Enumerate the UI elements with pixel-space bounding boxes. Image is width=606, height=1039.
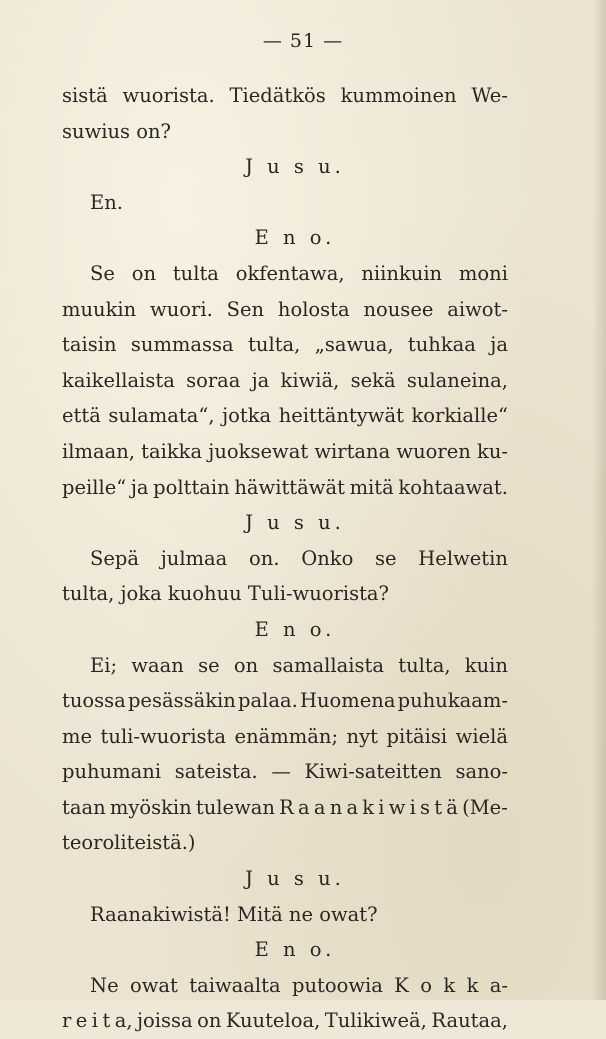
word: sistä: [62, 84, 108, 107]
line-text: Raanakiwistä! Mitä ne owat?: [90, 902, 378, 926]
word: tulta: [172, 261, 219, 285]
word: wielä: [455, 724, 508, 748]
word: on.: [249, 546, 280, 570]
word: Kiwi-sateitten: [304, 760, 442, 784]
word: julmaa: [160, 546, 228, 570]
word: waan: [131, 653, 184, 677]
text-line: [62, 114, 508, 150]
word: holosta: [277, 297, 350, 321]
word: ja: [130, 475, 149, 499]
speaker-name: [62, 932, 508, 968]
text-line: [62, 683, 508, 719]
word: peille“: [62, 475, 127, 499]
word: k: [362, 795, 375, 819]
speaker-label: E n o.: [254, 226, 336, 250]
word: muukin: [62, 297, 137, 321]
word: heittäntywät: [278, 404, 404, 428]
word: okfentawa,: [235, 261, 345, 285]
line-text: suwius on?: [62, 119, 172, 143]
speaker-name: [62, 149, 508, 185]
word: samallaista: [272, 653, 384, 677]
speaker-label: E n o.: [254, 938, 336, 962]
word: kiwiä,: [280, 368, 340, 392]
word: o: [420, 973, 432, 997]
word: wuoren: [396, 439, 471, 463]
word: taan: [62, 795, 106, 819]
word: (Me-: [462, 795, 508, 819]
word: sano-: [455, 760, 508, 784]
word: Tulikiweä,: [324, 1009, 427, 1033]
text-line: [62, 363, 508, 399]
speaker-name: [62, 220, 508, 256]
text-line: [62, 256, 508, 292]
word: w: [388, 795, 406, 819]
word: niinkuin: [361, 261, 443, 285]
line-text: tulta, joka kuohuu Tuli-wuorista?: [62, 582, 390, 606]
text-line: [62, 185, 508, 221]
word: Se: [90, 261, 115, 285]
text-line: [62, 434, 508, 470]
word: Rautaa,: [431, 1009, 508, 1033]
word: pitäisi: [386, 724, 448, 748]
word: sateista.: [174, 760, 258, 784]
word: sulamata“,: [108, 404, 215, 428]
speaker-name: [62, 861, 508, 897]
text-line: [62, 719, 508, 755]
word: a-: [489, 973, 508, 997]
text-line: [62, 292, 508, 328]
text-line: [62, 897, 508, 933]
word: wuorista.: [122, 84, 215, 107]
speaker-label: J u s u.: [245, 867, 345, 891]
word: taikka: [141, 439, 203, 463]
word: Tiedätkös: [229, 84, 326, 107]
word: —: [271, 760, 291, 784]
word: nousee: [363, 297, 434, 321]
word: wuori.: [150, 297, 213, 321]
word: kuin: [464, 653, 508, 677]
word: että: [62, 404, 101, 428]
line-text: En.: [90, 190, 123, 214]
word: Helwetin: [418, 546, 508, 570]
word: enämmän;: [234, 724, 339, 748]
word: joissa: [136, 1009, 193, 1033]
word: t: [102, 1009, 111, 1033]
body-text: [62, 78, 508, 1039]
word: on: [197, 1009, 222, 1033]
word: ja: [251, 368, 270, 392]
word: a: [298, 795, 310, 819]
word: korkialle“: [411, 404, 508, 428]
word: „sawua,: [314, 333, 394, 357]
word: kohtaawat.: [398, 475, 508, 499]
speaker-label: J u s u.: [245, 155, 345, 179]
word: on: [131, 261, 157, 285]
text-line: [62, 576, 508, 612]
word: k: [443, 973, 456, 997]
text-line: [62, 825, 508, 861]
word: polttain: [153, 475, 230, 499]
word: tuossa: [62, 689, 126, 713]
page-edge-shadow: [592, 0, 606, 1000]
word: ku-: [477, 439, 508, 463]
word: kummoinen: [340, 84, 457, 107]
word: juoksewat: [208, 439, 309, 463]
text-line: [62, 754, 508, 790]
word: tuli-wuorista: [100, 724, 227, 748]
word: i: [378, 795, 385, 819]
word: Ne: [90, 973, 119, 997]
word: e: [75, 1009, 88, 1033]
word: pesässäkin: [127, 689, 236, 713]
word: putoowia: [291, 973, 383, 997]
word: tulewan: [195, 795, 275, 819]
word: puhumani: [62, 760, 162, 784]
line-text: teoroliteistä.): [62, 831, 196, 855]
word: puhukaam-: [397, 689, 508, 713]
word: i: [409, 795, 416, 819]
word: taisin: [62, 333, 117, 357]
word: k: [466, 973, 479, 997]
word: soraa: [186, 368, 241, 392]
word: r: [62, 1009, 72, 1033]
word: Onko: [301, 546, 354, 570]
word: K: [394, 973, 409, 997]
word: Ei;: [90, 653, 118, 677]
word: myöskin: [109, 795, 192, 819]
word: palaa.: [238, 689, 298, 713]
text-line: [62, 78, 508, 114]
text-line: [62, 1003, 508, 1039]
word: ä: [446, 795, 458, 819]
word: i: [91, 1009, 98, 1033]
word: Huomena: [299, 689, 396, 713]
word: se: [375, 546, 397, 570]
speaker-label: E n o.: [254, 617, 336, 641]
word: me: [62, 724, 93, 748]
word: n: [329, 795, 343, 819]
word: ja: [490, 333, 508, 357]
word: häwittäwät: [234, 475, 345, 499]
speaker-name: [62, 505, 508, 541]
word: moni: [458, 261, 508, 285]
word: s: [420, 795, 431, 819]
word: Sepä: [90, 546, 140, 570]
text-line: [62, 648, 508, 684]
text-line: [62, 327, 508, 363]
word: jotka: [222, 404, 272, 428]
word: R: [279, 795, 294, 819]
word: wirtana: [314, 439, 391, 463]
word: kaikellaista: [62, 368, 175, 392]
speaker-label: J u s u.: [245, 511, 345, 535]
word: summassa: [130, 333, 234, 357]
word: on: [233, 653, 259, 677]
word: Kuuteloa,: [225, 1009, 321, 1033]
word: nyt: [346, 724, 378, 748]
word: owat: [129, 973, 178, 997]
word: sulaneina,: [406, 368, 508, 392]
text-line: [62, 398, 508, 434]
word: mitä: [349, 475, 394, 499]
text-line: [62, 541, 508, 577]
page-number: — 51 —: [262, 30, 344, 52]
word: a: [346, 795, 359, 819]
text-line: [62, 790, 508, 826]
word: We-: [471, 84, 508, 107]
word: aiwot-: [447, 297, 508, 321]
word: tuhkaa: [407, 333, 476, 357]
speaker-name: [62, 612, 508, 648]
word: tulta,: [398, 653, 451, 677]
word: se: [198, 653, 220, 677]
word: a: [313, 795, 326, 819]
word: a,: [114, 1009, 133, 1033]
word: sekä: [350, 368, 396, 392]
text-line: [62, 470, 508, 506]
word: t: [434, 795, 443, 819]
word: ilmaan,: [62, 439, 135, 463]
word: Sen: [226, 297, 265, 321]
word: taiwaalta: [189, 973, 281, 997]
text-line: [62, 968, 508, 1004]
word: tulta,: [248, 333, 301, 357]
